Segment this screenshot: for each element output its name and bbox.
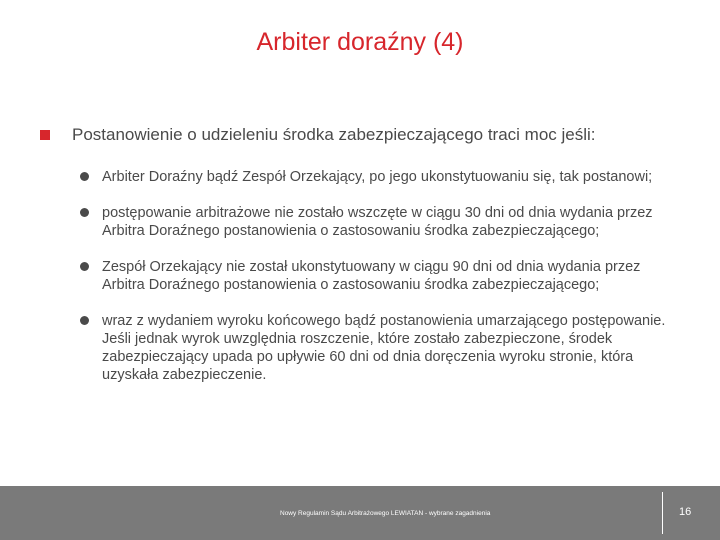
round-bullet-icon bbox=[80, 172, 89, 181]
round-bullet-icon bbox=[80, 316, 89, 325]
footer-bar bbox=[0, 486, 720, 540]
list-item bbox=[80, 168, 680, 186]
slide-title: Arbiter doraźny (4) bbox=[256, 28, 464, 56]
lead-text: Postanowienie o udzieleniu środka zabezpieczającego traci moc jeśli: bbox=[72, 125, 596, 144]
list-item bbox=[80, 258, 680, 294]
list-item-text: postępowanie arbitrażowe nie zostało wszczęte w ciągu 30 dni od dnia wydania przez Arbitra Doraźnego postanowienia o zastosowaniu środka zabezpieczającego; bbox=[102, 205, 653, 239]
footer-text: Nowy Regulamin Sądu Arbitrażowego LEWIATAN - wybrane zagadnienia bbox=[280, 510, 491, 517]
square-bullet-icon bbox=[40, 130, 50, 140]
list-item-text: wraz z wydaniem wyroku końcowego bądź postanowienia umarzającego postępowanie. Jeśli jednak wyrok uwzględnia roszczenie, które zostało zabezpieczone, środek zabezpieczający upada po upływie 60 dni od dnia doręczenia wyroku stronie, która uzyskała zabezpieczenie. bbox=[102, 313, 666, 383]
round-bullet-icon bbox=[80, 208, 89, 217]
list-item bbox=[80, 312, 680, 384]
list-item-text: Zespół Orzekający nie został ukonstytuowany w ciągu 90 dni od dnia wydania przez Arbitra Doraźnego postanowienia o zastosowaniu środka zabezpieczającego; bbox=[102, 259, 641, 293]
footer-divider bbox=[662, 492, 663, 534]
bullet-list bbox=[80, 168, 680, 402]
round-bullet-icon bbox=[80, 262, 89, 271]
list-item bbox=[80, 204, 680, 240]
page-number: 16 bbox=[679, 506, 692, 518]
list-item-text: Arbiter Doraźny bądź Zespół Orzekający, po jego ukonstytuowaniu się, tak postanowi; bbox=[102, 169, 653, 185]
